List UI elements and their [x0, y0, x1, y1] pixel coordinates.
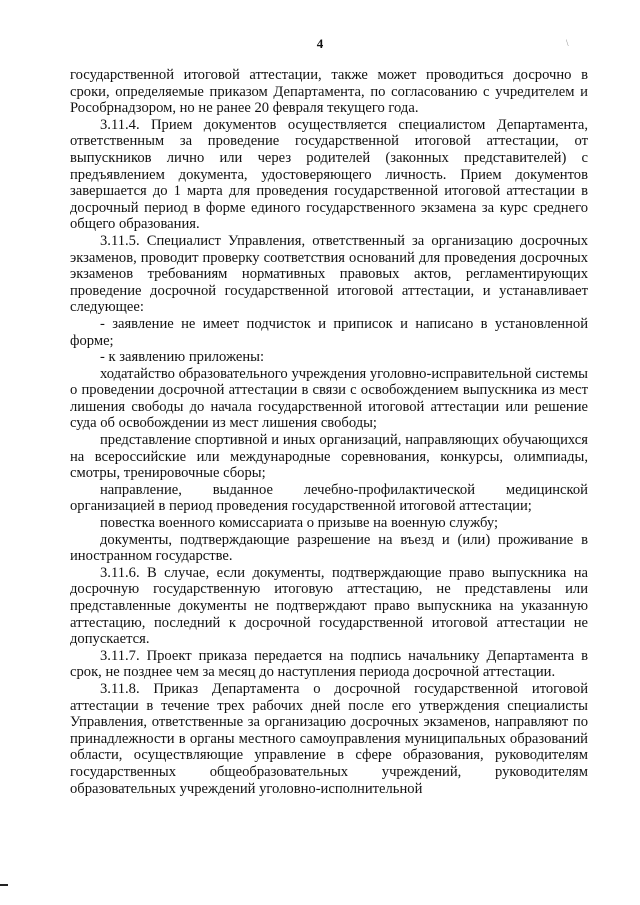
paragraph: 3.11.5. Специалист Управления, ответственный за организацию досрочных экзаменов, проводит проверку соответствия оснований для проведения досрочных экзаменов требованиям нормативных правовых актов, регламентирующих проведение досрочной государственной итоговой аттестации, и устанавливает следующее: — [70, 232, 588, 316]
paragraph: - к заявлению приложены: — [100, 349, 265, 366]
paragraph: направление, выданное лечебно-профилактической медицинской организацией в период проведения государственной итоговой аттестации; — [70, 481, 588, 515]
paragraph: 3.11.7. Проект приказа передается на подпись начальнику Департамента в срок, не позднее чем за месяц до наступления периода досрочной аттестации. — [70, 647, 588, 681]
paragraph: повестка военного комиссариата о призыве на военную службу; — [100, 515, 499, 532]
paragraph: 3.11.4. Прием документов осуществляется специалистом Департамента, ответственным за проведение государственной итоговой аттестации, от выпускников лично или через родителей (законных представителей) с предъявлением документа, удостоверяющего личность. Прием документов завершается до 1 марта для проведения государственной итоговой аттестации в досрочный период в форме единого государственного экзамена за курс среднего общего образования. — [70, 116, 588, 233]
paragraph: 3.11.8. Приказ Департамента о досрочной государственной итоговой аттестации в течение трех рабочих дней после его утверждения специалисты Управления, ответственные за организацию досрочных экзаменов, направляют по принадлежности в органы местного самоуправления муниципальных образований области, осуществляющие управление в сфере образования, руководителям государственных общеобразовательных учреждений, руководителям образовательных учреждений уголовно-исполнительной — [70, 680, 588, 797]
paragraph: - заявление не имеет подчисток и приписок и написано в установленной форме; — [70, 315, 588, 349]
page-number: 4 — [316, 36, 324, 51]
corner-mark: \ — [566, 38, 569, 48]
paragraph: 3.11.6. В случае, если документы, подтверждающие право выпускника на досрочную государственную итоговую аттестацию, не представлены или представленные документы не подтверждают право выпускника на указанную аттестацию, последний к досрочной государственной итоговой аттестации не допускается. — [70, 564, 588, 648]
paragraph: ходатайство образовательного учреждения уголовно-исправительной системы о проведении досрочной аттестации в связи с освобождением выпускника из мест лишения свободы до начала государственной итоговой аттестации или решение суда об освобождении из мест лишения свободы; — [70, 365, 588, 432]
paragraph: представление спортивной и иных организаций, направляющих обучающихся на всероссийские или международные соревнования, конкурсы, олимпиады, смотры, тренировочные сборы; — [70, 432, 588, 482]
paragraph: документы, подтверждающие разрешение на въезд и (или) проживание в иностранном государстве. — [70, 531, 588, 565]
document-body — [70, 67, 588, 797]
paragraph: государственной итоговой аттестации, также может проводиться досрочно в сроки, определяемые приказом Департамента, по согласованию с учредителем и Рособрнадзором, но не ранее 20 февраля текущего года. — [70, 67, 588, 117]
scan-artifact — [0, 884, 8, 886]
